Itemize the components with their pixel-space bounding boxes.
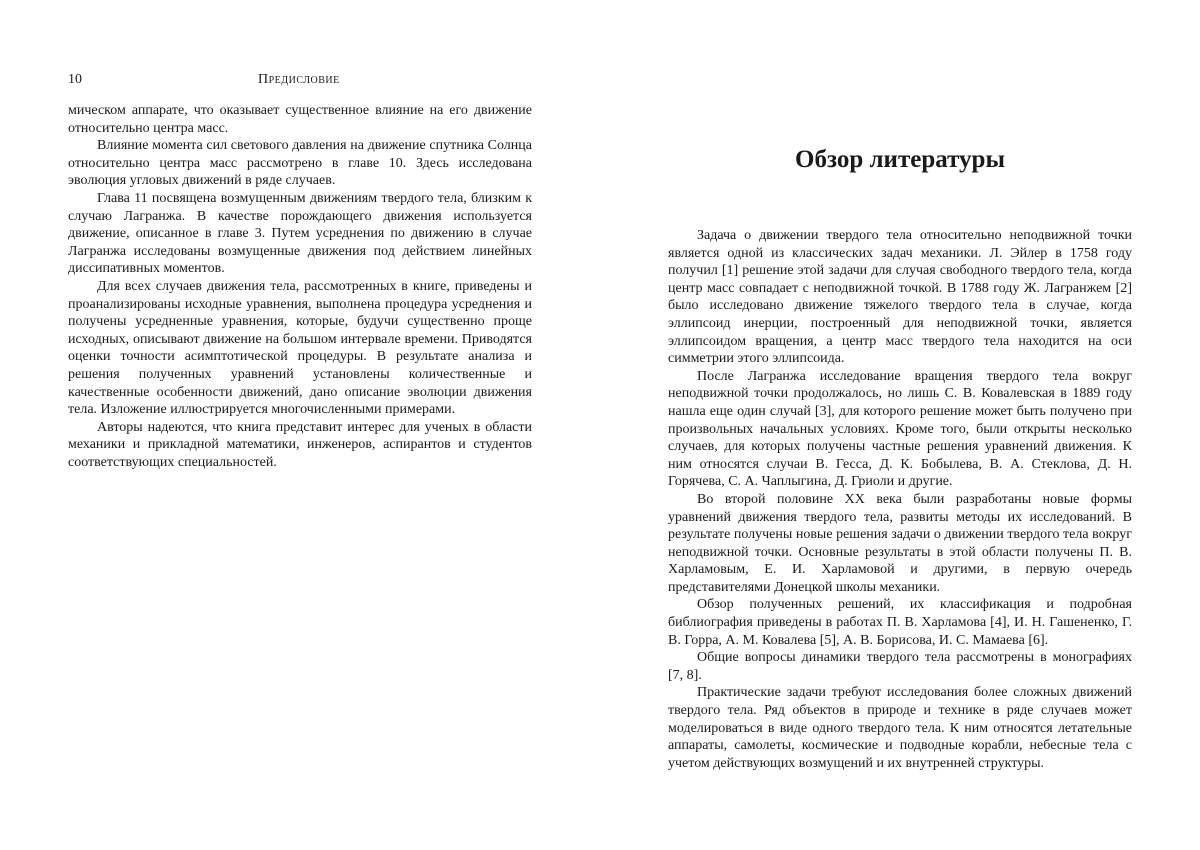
paragraph: Обзор полученных решений, их классификация и подробная библиография приведены в работах П. В. Харламова [4], И. Н. Гашененко, Г. В. Горра, А. М. Ковалева [5], А. В. Борисова, И. С. Мамаева [6]. [668, 597, 1132, 648]
paragraph: Глава 11 посвящена возмущенным движениям твердого тела, близким к случаю Лагранжа. В качестве порождающего движения используется движение, описанное в главе 3. Путем усреднения по движению в случае Лагранжа исследованы возмущенные движения под действием линейных диссипативных моментов. [68, 190, 532, 277]
paragraph: Для всех случаев движения тела, рассмотренных в книге, приведены и проанализированы исходные уравнения, выполнена процедура усреднения и получены усредненные уравнения, которые, будучи существенно проще исходных, описывают движение на большом интервале времени. Приводятся оценки точности асимптотической процедуры. В результате анализа и решения полученных уравнений установлены количественные и качественные особенности движений, дано описание эволюции движения тела. Изложение иллюстрируется многочисленными примерами. [68, 278, 532, 418]
page-number: 10 [68, 72, 82, 87]
running-head: Предисловие [258, 72, 340, 87]
right-page-body [668, 227, 1132, 772]
paragraph: Общие вопросы динамики твердого тела рассмотрены в монографиях [7, 8]. [668, 650, 1132, 683]
paragraph: Во второй половине XX века были разработаны новые формы уравнений движения твердого тела, развиты методы их исследований. В результате получены новые решения задачи о движении твердого тела вокруг неподвижной точки. Основные результаты в этой области получены П. В. Харламовым, Е. И. Харламовой и другими, в первую очередь представителями Донецкой школы механики. [668, 491, 1132, 595]
paragraph: Задача о движении твердого тела относительно неподвижной точки является одной из классических задач механики. Л. Эйлер в 1758 году получил [1] решение этой задачи для случая свободного твердого тела, когда центр масс совпадает с неподвижной точкой. В 1788 году Ж. Лагранжем [2] было исследовано движение тяжелого твердого тела в случае, когда эллипсоид инерции, построенный для неподвижной точки, является эллипсоидом вращения, а центр масс твердого тела находится на оси симметрии этого эллипсоида. [668, 228, 1132, 367]
paragraph: Практические задачи требуют исследования более сложных движений твердого тела. Ряд объектов в природе и технике в ряде случаев может моделироваться в виде одного твердого тела. К ним относятся летательные аппараты, самолеты, космические и подводные корабли, небесные тела с учетом действующих возмущений и их внутренней структуры. [668, 685, 1132, 771]
paragraph: Авторы надеются, что книга представит интерес для ученых в области механики и прикладной математики, инженеров, аспирантов и студентов соответствующих специальностей. [68, 419, 532, 470]
paragraph: мическом аппарате, что оказывает существенное влияние на его движение относительно центра масс. [68, 103, 532, 136]
left-page-body [68, 102, 532, 471]
section-title: Обзор литературы [795, 146, 1005, 173]
paragraph: После Лагранжа исследование вращения твердого тела вокруг неподвижной точки продолжалось, но лишь С. В. Ковалевская в 1889 году нашла еще один случай [3], для которого решение может быть получено при произвольных начальных условиях. Кроме того, были открыты несколько случаев, для которых получены частные решения уравнений движения. К ним относятся случаи В. Гесса, Д. К. Бобылева, В. А. Стеклова, Д. Н. Горячева, С. А. Чаплыгина, Д. Гриоли и другие. [668, 368, 1132, 490]
paragraph: Влияние момента сил светового давления на движение спутника Солнца относительно центра масс рассмотрено в главе 10. Здесь исследована эволюция угловых движений в ряде случаев. [68, 138, 532, 189]
